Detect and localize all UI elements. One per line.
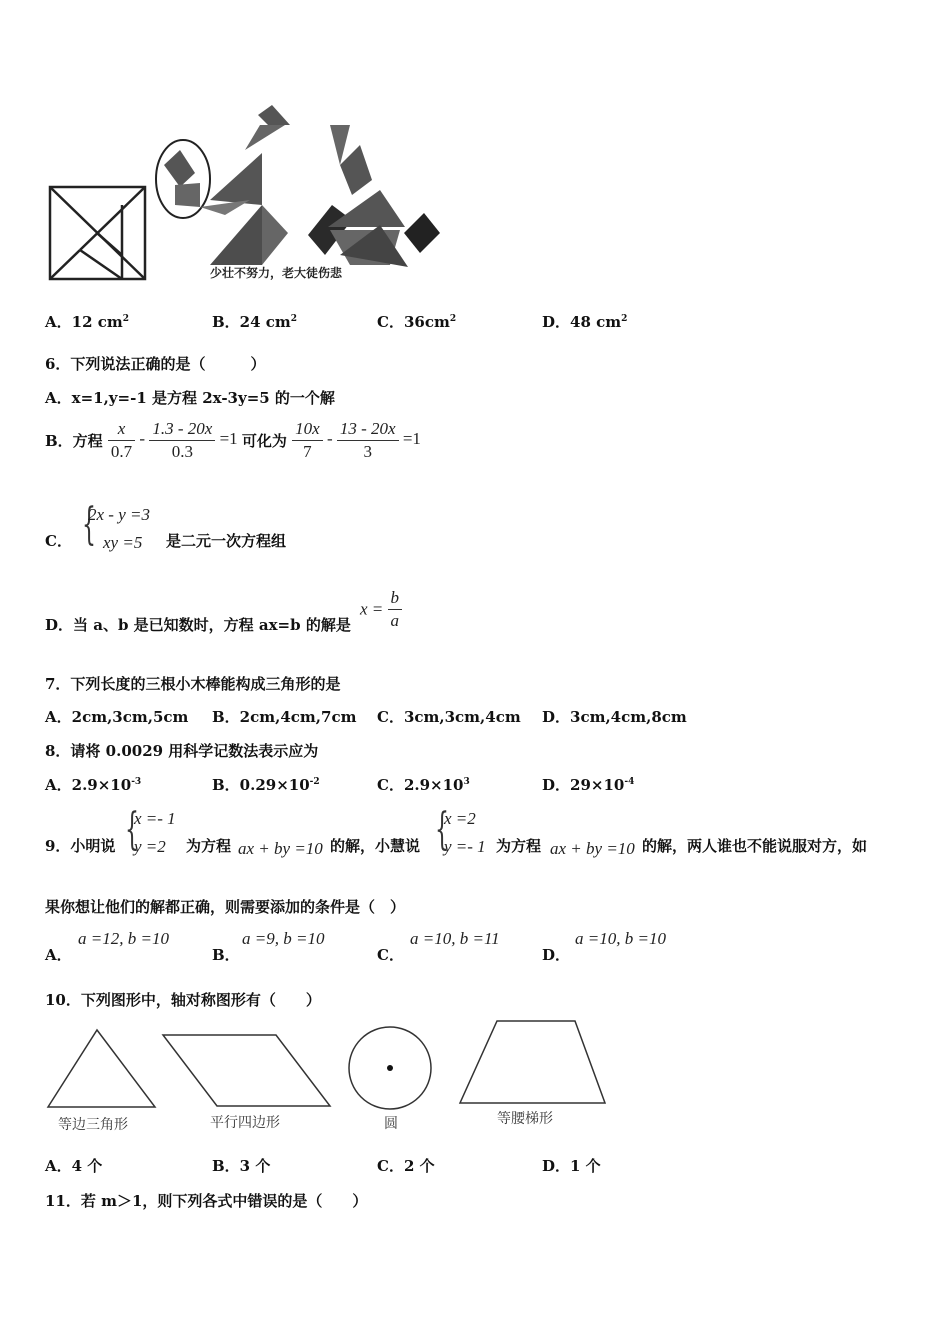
q9-brace-2: { (435, 804, 449, 855)
q8-option-d[interactable]: D．$29\times 10^{-4}$ (542, 776, 635, 794)
q8-stem: 8．请将 0.0029 用科学记数法表示应为 (45, 742, 319, 760)
q6-b-mid: 可化为 (241, 431, 287, 450)
caption-parallelogram: 平行四边形 (210, 1115, 280, 1131)
tangram-person (156, 105, 290, 265)
q9-option-b-value[interactable]: a =9, b =10 (242, 929, 325, 948)
isosceles-trapezoid-shape (460, 1021, 605, 1103)
q9-equation-1: ax + by =10 (238, 839, 323, 858)
q6-option-a[interactable]: A．x=1,y=-1 是方程 2x-3y=5 的一个解 (45, 389, 335, 407)
q7-stem: 7．下列长度的三根小木棒能构成三角形的是 (45, 675, 341, 693)
q9-part4: 为方程 (496, 837, 542, 855)
q9-option-d-value[interactable]: a =10, b =10 (575, 929, 666, 948)
q6-option-c-label[interactable]: C． (45, 532, 72, 550)
q10-option-b[interactable]: B．3 个 (212, 1157, 271, 1175)
q10-option-a[interactable]: A．4 个 (45, 1157, 103, 1175)
q9-option-a-value[interactable]: a =12, b =10 (78, 929, 169, 948)
q6-c-suffix: 是二元一次方程组 (166, 532, 287, 550)
q9-option-d-label[interactable]: D． (542, 946, 571, 964)
q9-s2-line1: x =2 (444, 809, 476, 828)
q5-option-d[interactable]: D．48 $cm^2$ (542, 313, 628, 331)
q9-brace-1: { (125, 804, 139, 855)
q11-stem: 11．若 m＞1，则下列各式中错误的是（ ） (45, 1192, 368, 1210)
parallelogram-shape (163, 1035, 330, 1106)
tangram-caption: 少壮不努力，老大徒伤悲 (210, 266, 343, 280)
q9-s1-line2: y =2 (134, 837, 166, 856)
q9-part2: 为方程 (186, 837, 232, 855)
q6-option-d[interactable]: D．当 a、b 是已知数时，方程 ax=b 的解是 (45, 616, 351, 634)
q9-line2: 果你想让他们的解都正确，则需要添加的条件是（ ） (45, 898, 406, 916)
q7-option-a[interactable]: A．2cm,3cm,5cm (45, 708, 189, 726)
q6-d-solution: x = $\frac{b}{a}$ (360, 587, 402, 632)
q9-option-c-value[interactable]: a =10, b =11 (410, 929, 500, 948)
q5-option-a[interactable]: A．12 $cm^2$ (45, 313, 130, 331)
tangram-figure (40, 95, 460, 290)
q7-option-c[interactable]: C．3cm,3cm,4cm (377, 708, 521, 726)
tangram-runner (308, 125, 440, 267)
caption-equilateral-triangle: 等边三角形 (58, 1117, 128, 1133)
q6-stem: 6．下列说法正确的是（ ） (45, 355, 266, 373)
q5-option-b[interactable]: B．24 $cm^2$ (212, 313, 298, 331)
q10-stem: 10．下列图形中，轴对称图形有（ ） (45, 991, 321, 1009)
q9-s1-line1: x =- 1 (134, 809, 176, 828)
q6-c-line2: xy =5 (103, 533, 143, 552)
q6-c-line1: 2x - y =3 (88, 505, 150, 524)
q6-option-b[interactable]: B．方程 $\frac{x}{0.7}$ - $\frac{1.3 - 20x}{0.3}$ =1 可化为 $\frac{10x}{7}$ - $\frac{13 - 20x}{3}$ =1 (45, 419, 421, 461)
q8-option-b[interactable]: B．$0.29\times 10^{-2}$ (212, 776, 320, 794)
q5-option-c[interactable]: C．$36cm^2$ (377, 313, 457, 331)
q8-option-a[interactable]: A．$2.9\times 10^{-3}$ (45, 776, 142, 794)
q9-option-a-label[interactable]: A． (45, 946, 72, 964)
caption-isosceles-trapezoid: 等腰梯形 (497, 1111, 553, 1127)
q10-option-d[interactable]: D．1 个 (542, 1157, 601, 1175)
q9-option-b-label[interactable]: B． (212, 946, 240, 964)
q8-option-c[interactable]: C．$2.9\times 10^3$ (377, 776, 470, 794)
q9-part5: 的解，两人谁也不能说服对方，如 (642, 837, 868, 855)
caption-circle: 圆 (384, 1116, 398, 1132)
q6-c-brace: { (82, 499, 96, 550)
q9-part3: 的解，小慧说 (330, 837, 421, 855)
q10-option-c[interactable]: C．2 个 (377, 1157, 435, 1175)
tangram-square (50, 187, 145, 279)
q7-option-d[interactable]: D．3cm,4cm,8cm (542, 708, 687, 726)
q9-s2-line2: y =- 1 (444, 837, 486, 856)
equilateral-triangle-shape (48, 1030, 155, 1107)
circle-center-dot (387, 1065, 393, 1071)
q6-b-prefix: B．方程 (45, 431, 103, 450)
q9-option-c-label[interactable]: C． (377, 946, 404, 964)
q7-option-b[interactable]: B．2cm,4cm,7cm (212, 708, 357, 726)
q9-equation-2: ax + by =10 (550, 839, 635, 858)
q9-part1: 9．小明说 (45, 837, 116, 855)
